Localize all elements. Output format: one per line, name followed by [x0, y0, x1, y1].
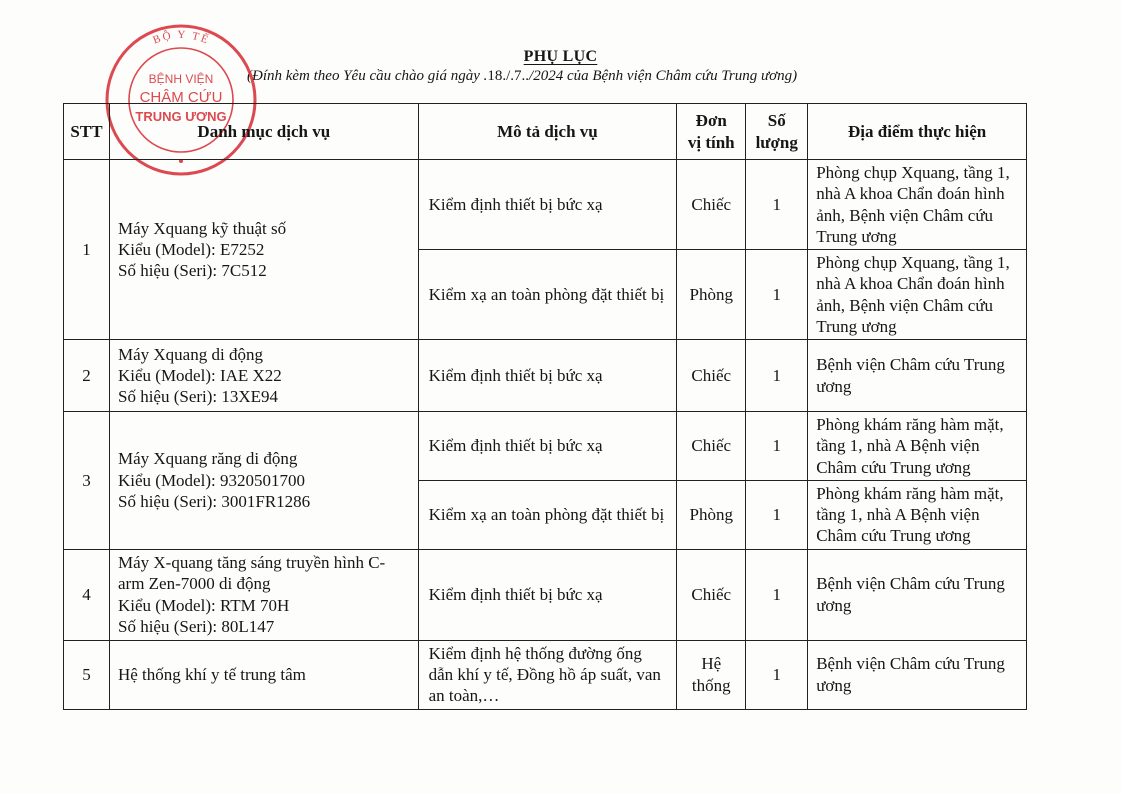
cell-location: Bệnh viện Châm cứu Trung ương [808, 549, 1027, 640]
header-quantity-line-1: Số [767, 111, 786, 131]
table-row [64, 412, 1027, 481]
subtitle-text-after: /2024 của Bệnh viện Châm cứu Trung ương) [529, 68, 798, 84]
cell-quantity: 1 [746, 480, 808, 549]
header-unit [677, 104, 746, 160]
cell-unit: Chiếc [677, 549, 746, 640]
stamp-ring-text: BỘ Y TẾ [151, 28, 212, 47]
header-unit-line-1: Đơn [695, 111, 727, 131]
cell-category [109, 549, 418, 640]
cell-description: Kiểm định thiết bị bức xạ [418, 549, 677, 640]
cell-unit: Hệ thống [677, 640, 746, 709]
stamp-line-3: TRUNG ƯƠNG [135, 109, 227, 124]
cell-stt: 3 [64, 412, 110, 550]
category-model: Kiểu (Model): RTM 70H [117, 595, 290, 615]
cell-category [109, 412, 418, 550]
cell-location: Bệnh viện Châm cứu Trung ương [808, 640, 1027, 709]
document-subtitle [247, 68, 797, 85]
cell-stt: 5 [64, 640, 110, 709]
table-row [64, 549, 1027, 640]
header-unit-line-2: vị tính [687, 132, 735, 152]
cell-description: Kiểm xạ an toàn phòng đặt thiết bị [418, 480, 677, 549]
cell-stt: 4 [64, 549, 110, 640]
cell-unit: Chiếc [677, 412, 746, 481]
cell-location: Bệnh viện Châm cứu Trung ương [808, 340, 1027, 412]
header-location: Địa điểm thực hiện [808, 104, 1027, 160]
cell-quantity: 1 [746, 250, 808, 340]
category-model: Kiểu (Model): 9320501700 [117, 470, 305, 490]
stamp-line-1: BỆNH VIỆN [148, 72, 214, 86]
category-serial: Số hiệu (Seri): 13XE94 [117, 387, 279, 407]
cell-category: Hệ thống khí y tế trung tâm [109, 640, 418, 709]
header-category: Danh mục dịch vụ [109, 104, 418, 160]
header-quantity [746, 104, 808, 160]
stamp-line-2: CHÂM CỨU [139, 89, 223, 106]
handwritten-date: 18./.7.. [487, 68, 530, 84]
cell-quantity: 1 [746, 412, 808, 481]
category-serial: Số hiệu (Seri): 80L147 [117, 616, 275, 636]
category-name: Máy X-quang tăng sáng truyền hình C-arm Zen-7000 di động [117, 553, 386, 594]
category-serial: Số hiệu (Seri): 3001FR1286 [117, 491, 311, 511]
cell-stt: 2 [64, 340, 110, 412]
cell-description: Kiểm định thiết bị bức xạ [418, 412, 677, 481]
category-name: Máy Xquang di động [117, 344, 263, 364]
appendix-table [63, 103, 1027, 710]
cell-unit: Chiếc [677, 340, 746, 412]
cell-description: Kiểm định thiết bị bức xạ [418, 340, 677, 412]
table-row [64, 160, 1027, 250]
category-name: Máy Xquang kỹ thuật số [117, 218, 287, 238]
cell-quantity: 1 [746, 160, 808, 250]
header-quantity-line-2: lượng [755, 132, 798, 152]
cell-location: Phòng khám răng hàm mặt, tầng 1, nhà A Bệnh viện Châm cứu Trung ương [808, 412, 1027, 481]
cell-unit: Phòng [677, 480, 746, 549]
cell-location: Phòng khám răng hàm mặt, tầng 1, nhà A Bệnh viện Châm cứu Trung ương [808, 480, 1027, 549]
cell-stt: 1 [64, 160, 110, 340]
header-stt: STT [64, 104, 110, 160]
cell-quantity: 1 [746, 640, 808, 709]
cell-category [109, 340, 418, 412]
cell-category [109, 160, 418, 340]
cell-description: Kiểm định hệ thống đường ống dẫn khí y tế, Đồng hồ áp suất, van an toàn,… [418, 640, 677, 709]
table-row [64, 340, 1027, 412]
cell-unit: Chiếc [677, 160, 746, 250]
category-serial: Số hiệu (Seri): 7C512 [117, 261, 267, 281]
cell-quantity: 1 [746, 549, 808, 640]
header-description: Mô tả dịch vụ [418, 104, 677, 160]
document-title: PHỤ LỤC [523, 48, 598, 65]
category-model: Kiểu (Model): IAE X22 [117, 365, 282, 385]
cell-quantity: 1 [746, 340, 808, 412]
category-model: Kiểu (Model): E7252 [117, 239, 265, 259]
cell-description: Kiểm xạ an toàn phòng đặt thiết bị [418, 250, 677, 340]
subtitle-text-before: (Đính kèm theo Yêu cầu chào giá ngày . [247, 68, 488, 84]
category-name: Máy Xquang răng di động [117, 449, 298, 469]
cell-location: Phòng chụp Xquang, tầng 1, nhà A khoa Chẩn đoán hình ảnh, Bệnh viện Châm cứu Trung ương [808, 250, 1027, 340]
cell-description: Kiểm định thiết bị bức xạ [418, 160, 677, 250]
table-row [64, 640, 1027, 709]
table-header-row [64, 104, 1027, 160]
cell-location: Phòng chụp Xquang, tầng 1, nhà A khoa Chẩn đoán hình ảnh, Bệnh viện Châm cứu Trung ương [808, 160, 1027, 250]
cell-unit: Phòng [677, 250, 746, 340]
